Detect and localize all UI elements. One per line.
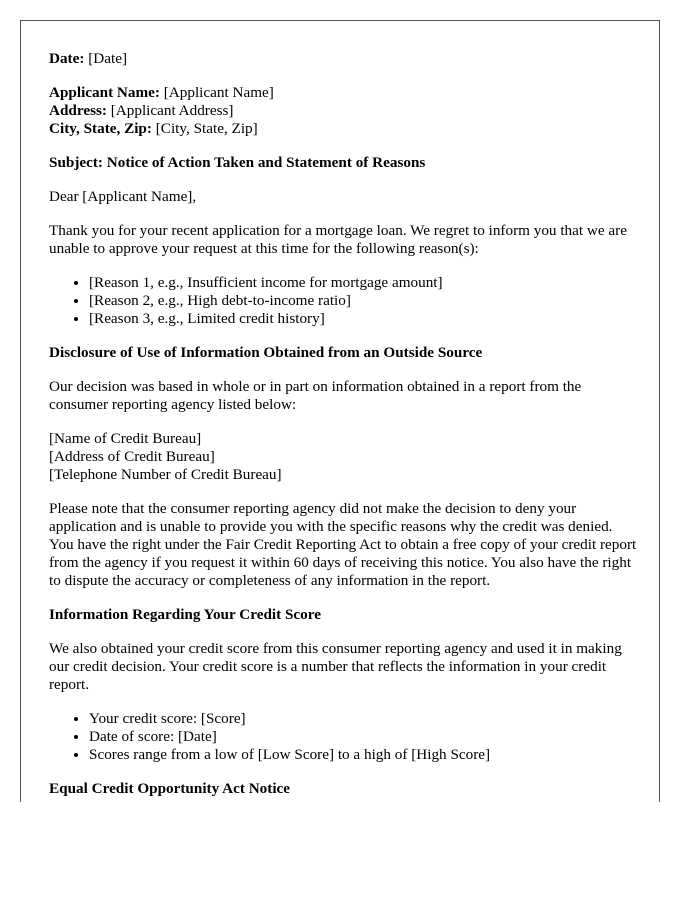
list-item: • Date of score: [Date]: [89, 728, 639, 746]
credit-score-paragraph: We also obtained your credit score from this consumer reporting agency and used it in making our credit decision. Your credit score is a number that reflects the information in your credit report.: [49, 640, 622, 693]
credit-score-list: [49, 710, 639, 764]
bureau-address: [Address of Credit Bureau]: [49, 448, 215, 465]
intro-paragraph: Thank you for your recent application for a mortgage loan. We regret to inform you that we are unable to approve your request at this time for the following reason(s):: [49, 222, 627, 257]
applicant-name-line: [49, 84, 639, 102]
city-label: City, State, Zip:: [49, 120, 152, 137]
bureau-block: [49, 430, 639, 484]
list-item: • Your credit score: [Score]: [89, 710, 639, 728]
address-line: [49, 102, 639, 120]
city-value: [City, State, Zip]: [155, 120, 258, 137]
subject-line: Subject: Notice of Action Taken and Statement of Reasons: [49, 154, 426, 171]
disclosure-note: Please note that the consumer reporting agency did not make the decision to deny your application and is unable to provide you with the specific reasons why the credit was denied. You have the right under the Fair Credit Reporting Act to obtain a free copy of your credit report from the agency if you request it within 60 days of receiving this notice. You also have the right to dispute the accuracy or completeness of any information in the report.: [49, 500, 637, 589]
address-value: [Applicant Address]: [110, 102, 234, 119]
date-line: [49, 50, 639, 68]
list-item: • [Reason 1, e.g., Insufficient income for mortgage amount]: [89, 274, 639, 292]
ecoa-heading: Equal Credit Opportunity Act Notice: [49, 780, 291, 797]
address-label: Address:: [49, 102, 107, 119]
disclosure-heading: Disclosure of Use of Information Obtained from an Outside Source: [49, 344, 483, 361]
applicant-name-label: Applicant Name:: [49, 84, 160, 101]
bureau-name: [Name of Credit Bureau]: [49, 430, 202, 447]
list-item: • Scores range from a low of [Low Score] to a high of [High Score]: [89, 746, 639, 764]
date-value: [Date]: [88, 50, 128, 67]
list-item: • [Reason 3, e.g., Limited credit history]: [89, 310, 639, 328]
date-label: Date:: [49, 50, 85, 67]
greeting: Dear [Applicant Name],: [49, 188, 197, 205]
list-item: • [Reason 2, e.g., High debt-to-income ratio]: [89, 292, 639, 310]
disclosure-paragraph: Our decision was based in whole or in part on information obtained in a report from the consumer reporting agency listed below:: [49, 378, 582, 413]
bureau-phone: [Telephone Number of Credit Bureau]: [49, 466, 282, 483]
letter-content: [49, 50, 639, 802]
credit-score-heading: Information Regarding Your Credit Score: [49, 606, 321, 623]
reasons-list: [49, 274, 639, 328]
applicant-block: [49, 84, 639, 138]
letter-page: [20, 20, 660, 802]
applicant-name-value: [Applicant Name]: [163, 84, 274, 101]
city-line: [49, 120, 639, 138]
